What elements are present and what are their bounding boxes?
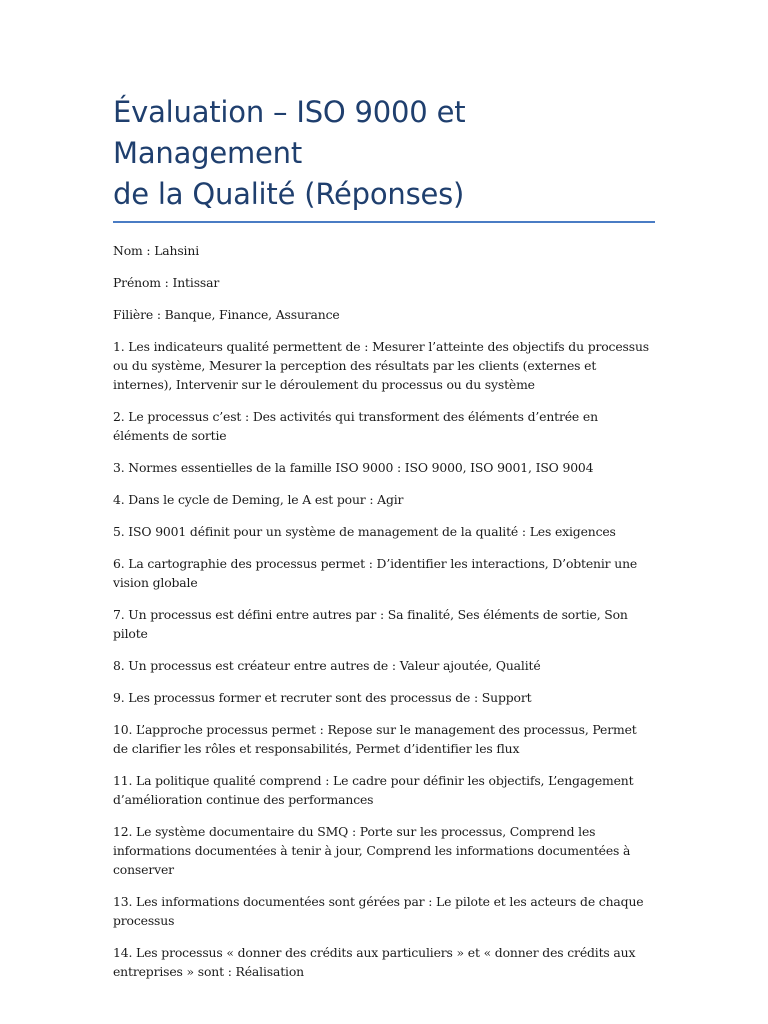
- answer-1: 1. Les indicateurs qualité permettent de : Mesurer l’atteinte des objectifs du processus ou du système, Mesurer la perception des résultats par les clients (externes et internes), Intervenir sur le déroulement du processus ou du système: [113, 339, 649, 392]
- field-filiere: Filière : Banque, Finance, Assurance: [113, 307, 340, 322]
- answer-2: 2. Le processus c’est : Des activités qui transforment des éléments d’entrée en éléments de sortie: [113, 409, 598, 443]
- answer-3: 3. Normes essentielles de la famille ISO 9000 : ISO 9000, ISO 9001, ISO 9004: [113, 460, 594, 475]
- title-underline: [113, 221, 655, 223]
- answer-11: 11. La politique qualité comprend : Le cadre pour définir les objectifs, L’engagement d’amélioration continue des performances: [113, 773, 634, 807]
- title-line-1: Évaluation – ISO 9000 et Management: [113, 95, 466, 170]
- answer-12: 12. Le système documentaire du SMQ : Porte sur les processus, Comprend les informations documentées à tenir à jour, Comprend les informations documentées à conserver: [113, 824, 631, 877]
- answer-13: 13. Les informations documentées sont gérées par : Le pilote et les acteurs de chaque processus: [113, 894, 644, 928]
- document-page: [113, 92, 655, 994]
- answer-7: 7. Un processus est défini entre autres par : Sa finalité, Ses éléments de sortie, Son pilote: [113, 607, 628, 641]
- field-prenom: Prénom : Intissar: [113, 275, 220, 290]
- answer-4: 4. Dans le cycle de Deming, le A est pour : Agir: [113, 492, 404, 507]
- answer-10: 10. L’approche processus permet : Repose sur le management des processus, Permet de clarifier les rôles et responsabilités, Permet d’identifier les flux: [113, 722, 637, 756]
- answer-5: 5. ISO 9001 définit pour un système de management de la qualité : Les exigences: [113, 524, 616, 539]
- answer-9: 9. Les processus former et recruter sont des processus de : Support: [113, 690, 532, 705]
- title-line-2: de la Qualité (Réponses): [113, 177, 465, 211]
- document-title: [113, 92, 655, 221]
- answer-8: 8. Un processus est créateur entre autres de : Valeur ajoutée, Qualité: [113, 658, 541, 673]
- answer-6: 6. La cartographie des processus permet : D’identifier les interactions, D’obtenir une vision globale: [113, 556, 638, 590]
- field-nom: Nom : Lahsini: [113, 243, 200, 258]
- answer-14: 14. Les processus « donner des crédits aux particuliers » et « donner des crédits aux entreprises » sont : Réalisation: [113, 945, 636, 979]
